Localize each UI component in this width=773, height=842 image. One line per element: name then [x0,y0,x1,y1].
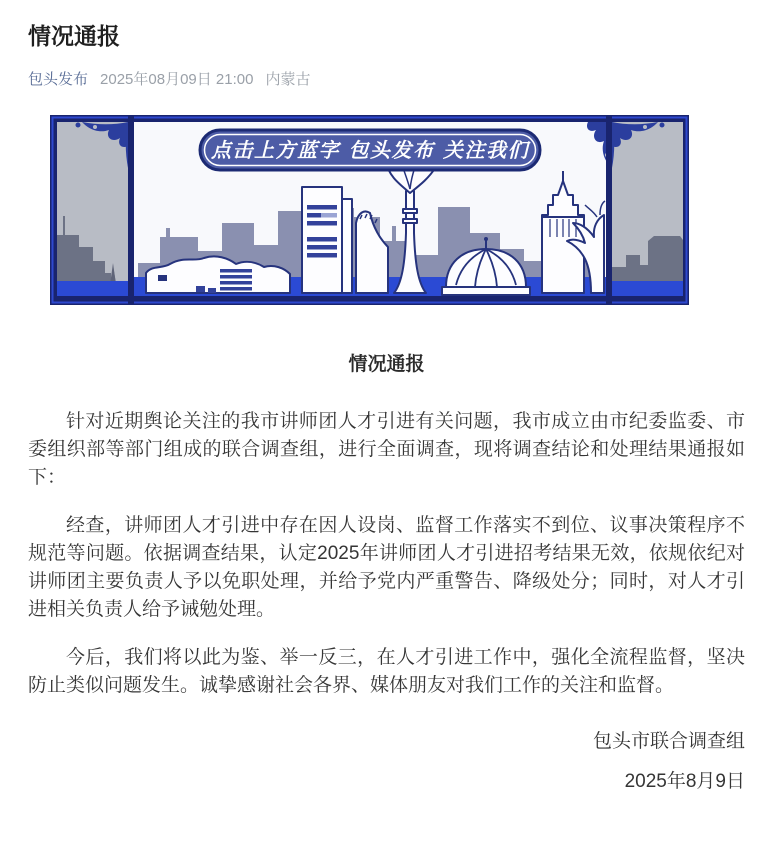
banner-illustration [50,115,689,305]
article-paragraph: 经查，讲师团人才引进中存在因人设岗、监督工作落实不到位、议事决策程序不规范等问题。依据调查结果，认定2025年讲师团人才引进招考结果无效，依规依纪对讲师团主要负责人予以免职处理，并给予党内严重警告、降级处分；同时，对人才引进相关负责人给予诫勉处理。 [28,514,745,620]
article-meta [28,68,745,89]
publish-time: 2025年08月09日 21:00 [100,70,254,88]
dome-plinth [442,287,530,295]
banner-center-panel [134,122,606,296]
skyline-illustration [50,115,689,305]
account-name-link[interactable]: 包头发布 [28,70,89,88]
publish-location: 内蒙古 [265,70,311,88]
right-water-band [612,281,683,296]
page-title: 情况通报 [28,23,120,49]
article-paragraph: 今后，我们将以此为鉴、举一反三，在人才引进工作中，强化全流程监督，坚决防止类似问题发生。诚挚感谢社会各界、媒体朋友对我们工作的关注和监督。 [28,646,745,696]
article-heading: 情况通报 [348,353,425,375]
signature-org: 包头市联合调查组 [592,730,745,752]
left-water-band [57,281,128,296]
signature-date: 2025年8月9日 [624,770,745,792]
ribbon-text: 点击上方蓝字 包头发布 关注我们 [211,137,529,162]
article-paragraph: 针对近期舆论关注的我市讲师团人才引进有关问题，我市成立由市纪委监委、市委组织部等部门组成的联合调查组，进行全面调查，现将调查结论和处理结果通报如下： [28,410,745,488]
signature-block [28,722,745,802]
follow-ribbon [200,130,540,170]
